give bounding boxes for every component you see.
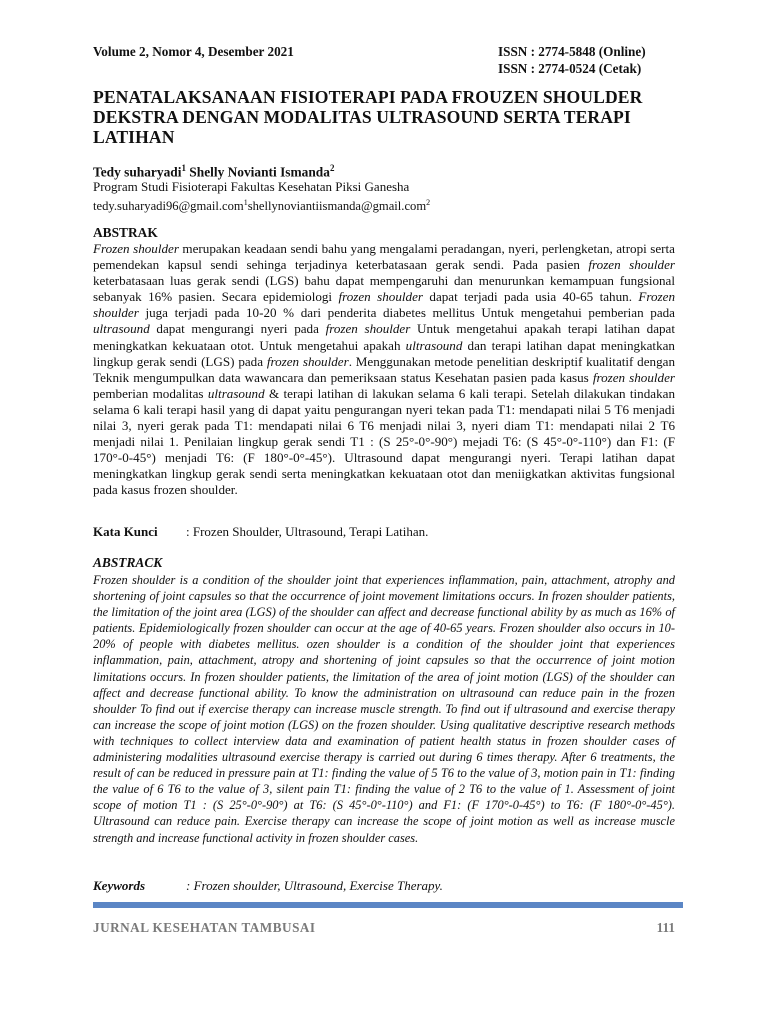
term-italic: Frozen shoulder <box>93 289 675 321</box>
email-link[interactable]: shellynoviantiismanda@gmail.com <box>247 199 427 214</box>
term-italic: ultrasound <box>93 321 150 337</box>
email-superscript: 1 <box>243 198 248 207</box>
email-superscript: 2 <box>426 198 431 207</box>
abstrak-body <box>93 241 675 499</box>
kata-kunci-value: : Frozen Shoulder, Ultrasound, Terapi Latihan. <box>186 524 429 539</box>
abstrak-text: dapat terjadi pada usia 40-65 tahun. <box>422 289 639 305</box>
paper-title: PENATALAKSANAAN FISIOTERAPI PADA FROUZEN SHOULDER DEKSTRA DENGAN MODALITAS ULTRASOUND SERTA TERAPI LATIHAN <box>93 87 643 147</box>
author-name: Tedy suharyadi <box>93 164 182 180</box>
abstrak-heading: ABSTRAK <box>93 225 158 240</box>
abstrak-text: juga terjadi pada 10-20 % dari penderita diabetes mellitus Untuk mengetahui pemberian pada <box>138 305 675 321</box>
term-italic: ultrasound <box>207 385 265 401</box>
author-name: Shelly Novianti Ismanda <box>189 164 330 180</box>
abstract-heading: ABSTRACK <box>93 555 163 570</box>
term-italic: frozen shoulder <box>325 321 411 337</box>
kata-kunci-line <box>93 524 675 540</box>
term-italic: frozen shoulder <box>338 289 423 305</box>
footer-divider <box>93 902 683 908</box>
term-italic: Frozen shoulder <box>93 241 179 256</box>
keywords-value: : Frozen shoulder, Ultrasound, Exercise Therapy. <box>186 878 443 893</box>
issn-online: ISSN : 2774-5848 (Online) <box>498 44 646 59</box>
author-list <box>93 160 334 180</box>
issn-print: ISSN : 2774-0524 (Cetak) <box>498 61 642 76</box>
abstrak-text: dapat mengurangi nyeri pada <box>149 321 326 337</box>
email-link[interactable]: tedy.suharyadi96@gmail.com <box>93 199 244 214</box>
author-superscript: 2 <box>329 163 335 173</box>
keywords-line <box>93 878 675 894</box>
volume-info: Volume 2, Nomor 4, Desember 2021 <box>93 44 294 59</box>
abstrak-text: merupakan keadaan sendi bahu yang mengalami peradangan, nyeri, perlengketan, atropi serta pemendekan kapsul sendi sehinga terjadinya keterbatasaan gerak sendi. Pada pasien <box>93 241 675 273</box>
author-emails <box>93 195 430 214</box>
term-italic: frozen shoulder <box>266 353 349 369</box>
keywords-label: Keywords <box>93 878 145 893</box>
page-number: 111 <box>656 920 675 935</box>
abstrak-text: keterbatasaan luas gerak sendi (LGS) bahu dapat mempengaruhi dan menurunkan kemampuan fungsional sebanyak 16% pasien. Secara epidemiologi <box>93 273 675 305</box>
abstrak-text: & terapi latihan di lakukan selama 6 kali terapi. Setelah dilakukan tindakan selama 6 kali terapi hasil yang di dapat yaitu pengurangan nyeri tekan pada T1: mendapati nilai 5 T6 menjadi nilai 3, nyeri gerak pada T1: mendapati nilai 6 T6 menjadi nilai 3, nyeri diam T1: mendapati nilai 2 T6 menjadi nilai 1. Penilaian lingkup gerak sendi T1 : (S 25°-0°-90°) mejadi T6: (S 45°-0°-110°) dan F1: (F 170°-0-45°) menjadi T6: (F 180°-0°-45°). Ultrasound dapat mengurangi nyeri. Terapi latihan dapat meningkatkan lingkup gerak sendi serta meningkatkan kekuataan otot dan meniigkatkan aktivitas fungsional pada kasus frozen shoulder. <box>93 385 675 498</box>
term-italic: frozen shoulder <box>588 257 675 273</box>
affiliation: Program Studi Fisioterapi Fakultas Kesehatan Piksi Ganesha <box>93 179 410 194</box>
page-footer <box>93 920 675 936</box>
term-italic: frozen shoulder <box>592 369 675 385</box>
abstract-body: Frozen shoulder is a condition of the shoulder joint that experiences inflammation, pain, attachment, atrophy and shortening of joint capsules so that the occurrence of joint movement limitations occurs. In frozen shoulder patients, the limitation of the joint area (LGS) of the shoulder can affect and decrease functional ability by as much as 16% of patients. Epidemiologically frozen shoulder can occur at the age of 40-65 years. Frozen shoulder also occurs in 10-20% of people with diabetes mellitus. ozen shoulder is a condition of the shoulder joint that experiences inflammation, pain, attachment, atropy and shortening of joint capsules so that the occurrence of joint motion limitations occurs. In frozen shoulder patients, the limitation of the area of joint motion (LGS) of the shoulder can affect and decrease functional ability. To know the administration on ultrasound can reduce pain in the frozen shoulder To find out if exercise therapy can increase muscle strength. To find out if ultrasound and exercise therapy can increase the scope of joint motion (LGS) on the frozen shoulder. Using qualitative descriptive research methods with techniques to collect interview data and examination of patient health status in frozen shoulder cases of administering modalities ultrasound exercise therapy is carried out during 6 times therapy. After 6 treatments, the result of can be reduced in pressure pain at T1: finding the value of 5 T6 to the value of 3, motion pain in T1: finding the value of 6 T6 to the value of 3, silent pain T1: finding the value of 2 T6 to the value of 1. Assessment of joint scope of motion T1 : (S 25°-0°-90°) at T6: (S 45°-0°-110°) and F1: (F 170°-0-45°) to T6: (F 180°-0°-45°). Ultrasound can reduce pain. Exercise therapy can increase the scope of joint motion as well as increase muscle strength and increase functional activity in frozen shoulder cases. <box>93 573 675 845</box>
abstrak-text: pemberian modalitas <box>93 385 208 401</box>
author-superscript: 1 <box>181 163 186 173</box>
abstrak-text: dan terapi latihan dapat meningkatkan lingkup gerak sendi (LGS) pada <box>93 337 675 369</box>
term-italic: ultrasound <box>405 337 463 353</box>
kata-kunci-label: Kata Kunci <box>93 524 158 539</box>
abstrak-text: Untuk mengetahui apakah terapi latihan dapat meningkatkan kekuataan otot. Untuk mengetahui apakah <box>93 321 676 353</box>
abstrak-text: . Menggunakan metode penelitian deskriptif kualitatif dengan Teknik mengumpulkan data wawancara dan pemeriksaan status Kesehatan pasien pada kasus <box>93 353 675 385</box>
journal-name: JURNAL KESEHATAN TAMBUSAI <box>93 920 316 935</box>
